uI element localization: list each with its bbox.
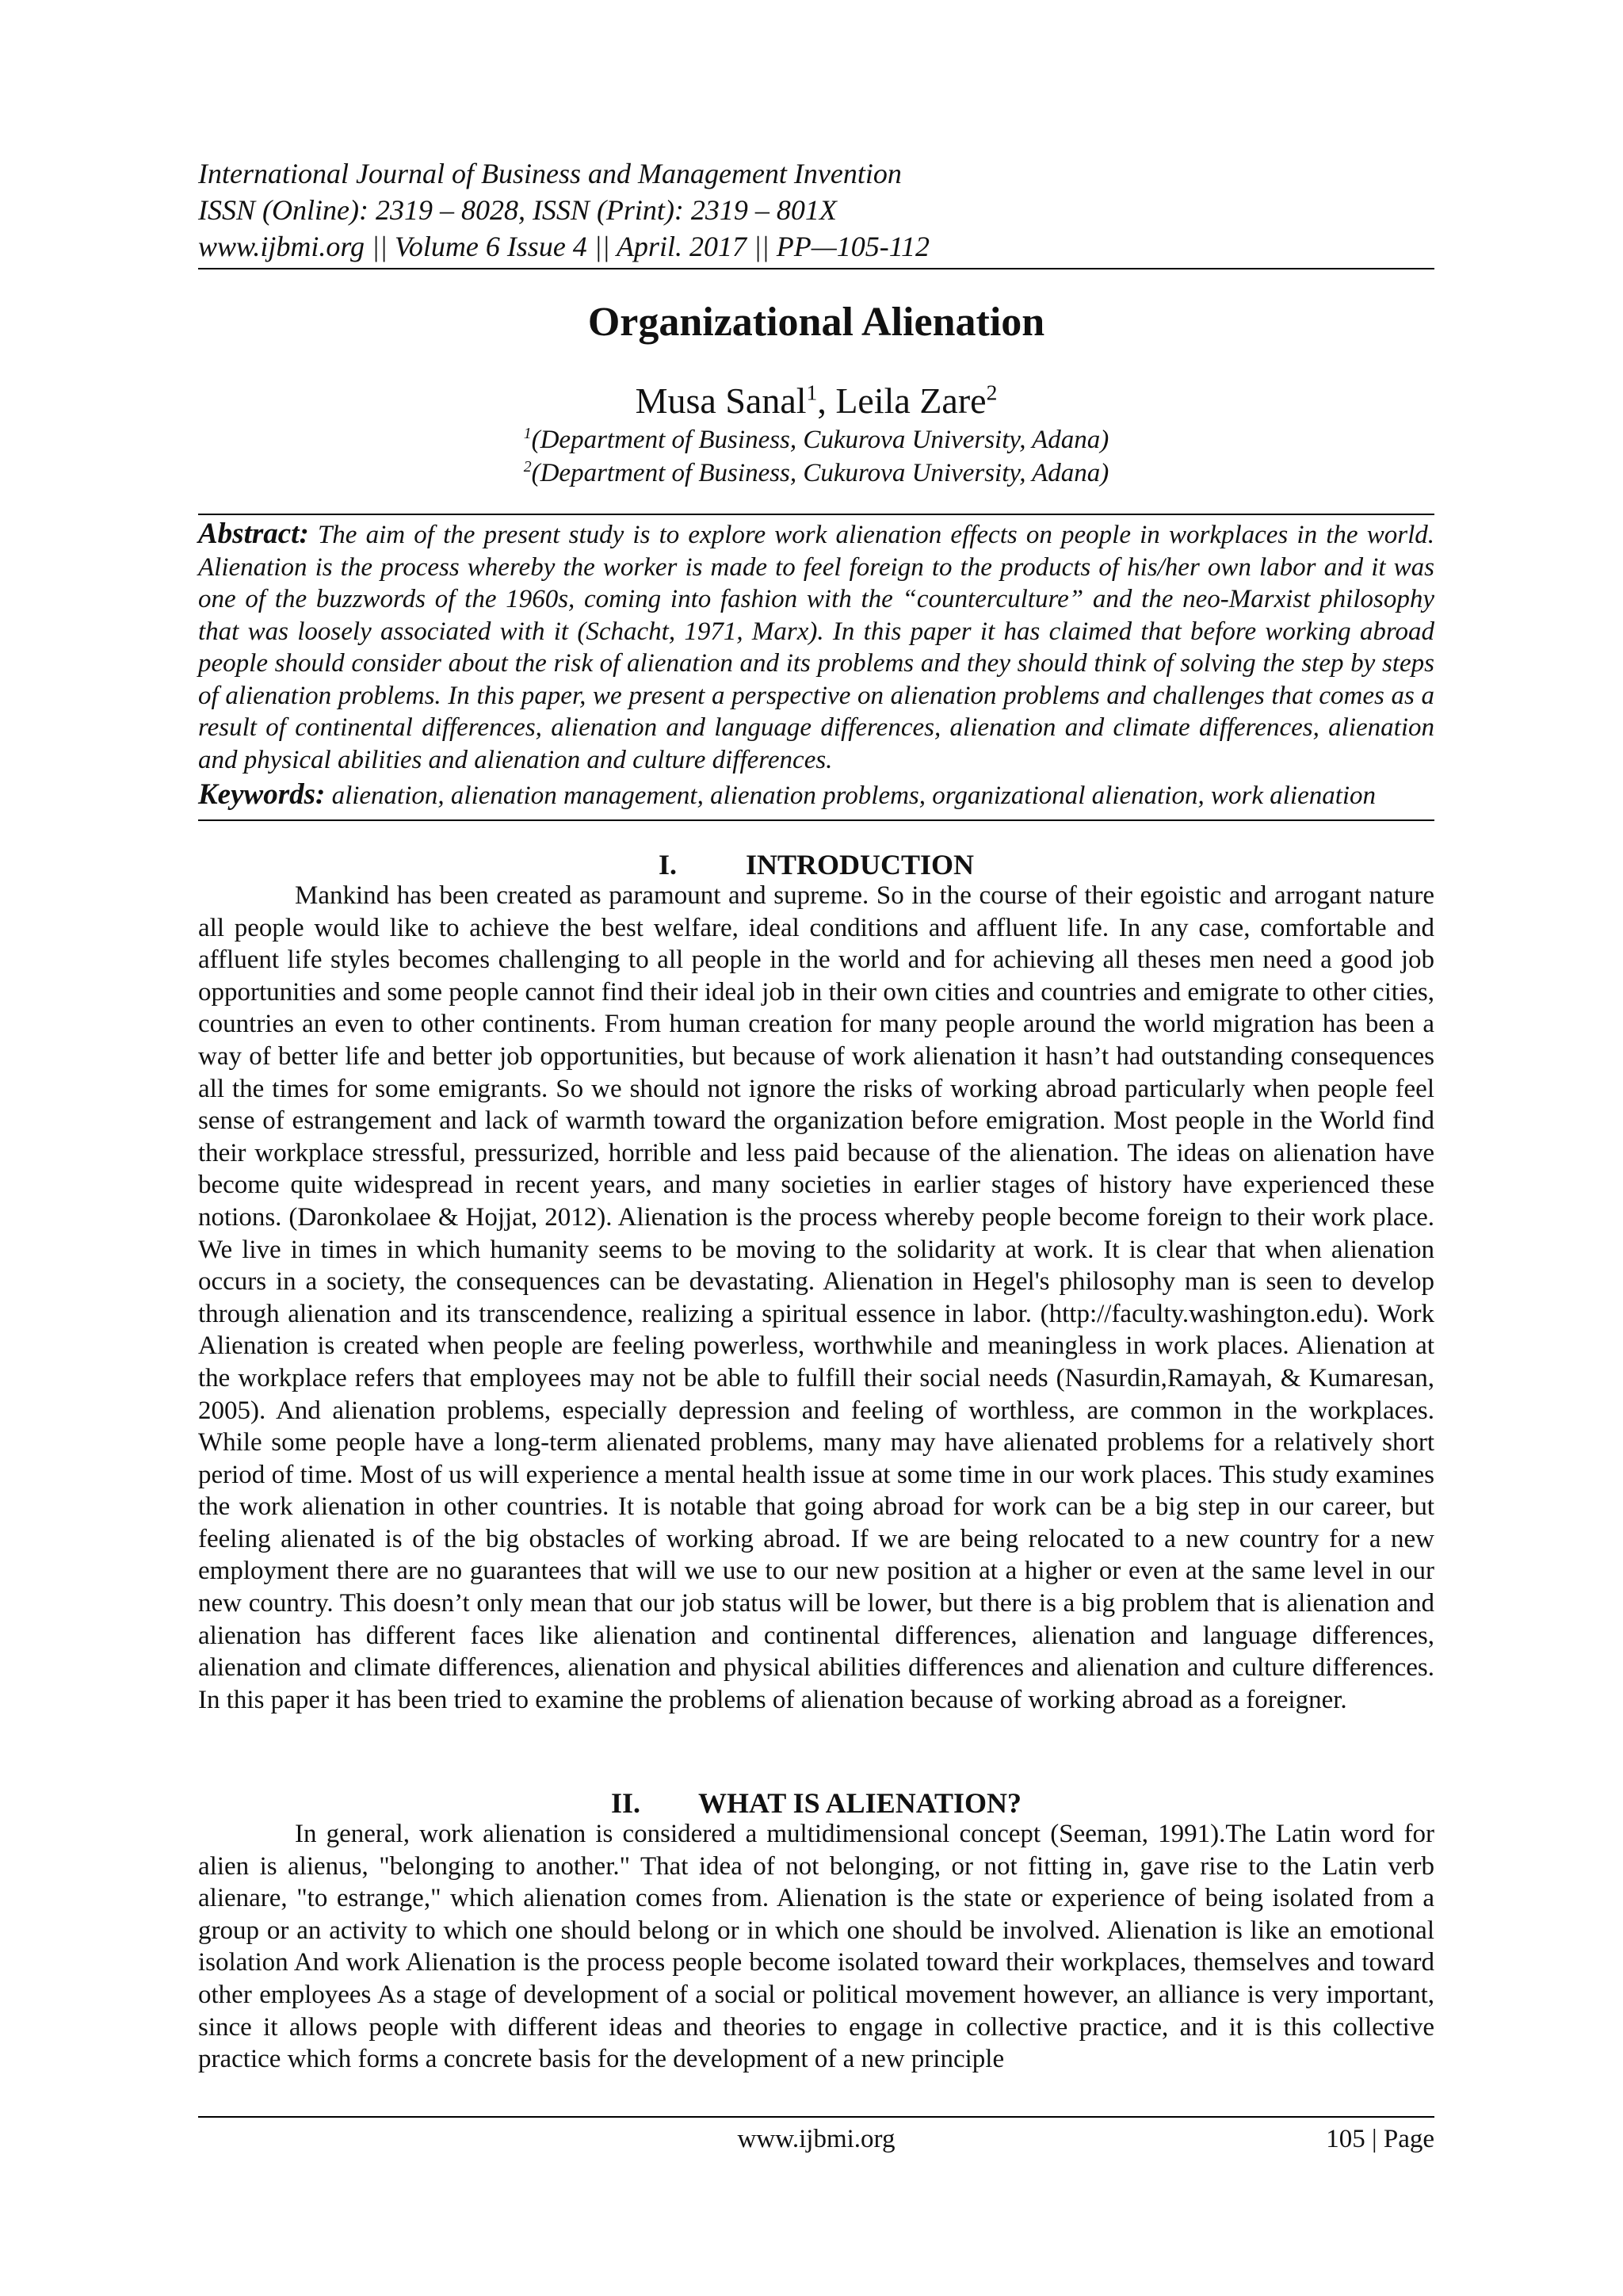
- abstract-top-divider: [198, 514, 1434, 515]
- author-name: Musa Sanal: [635, 380, 807, 421]
- journal-header: [198, 155, 1434, 265]
- what-is-alienation-paragraph: In general, work alienation is considered a multidimensional concept (Seeman, 1991).The Latin word for alien is alienus, "belonging to another." That idea of not belonging, or not fitting in, gave rise to the Latin verb alienare, "to estrange," which alienation comes from. Alienation is the state or experience of being isolated from a group or an activity to which one should belong or in which one should be involved. Alienation is like an emotional isolation And work Alienation is the process people become isolated toward their workplaces, themselves and toward other employees As a stage of development of a social or political movement however, an alliance is very important, since it allows people with different ideas and theories to engage in collective practice, and it is this collective practice which forms a concrete basis for the development of a new principle: [198, 1820, 1434, 2074]
- journal-issn: ISSN (Online): 2319 – 8028, ISSN (Print): 2319 – 801X: [198, 194, 837, 226]
- keywords: [198, 778, 1434, 812]
- author-separator: ,: [817, 380, 836, 421]
- keywords-label: Keywords:: [198, 778, 326, 811]
- abstract-bottom-divider: [198, 819, 1434, 821]
- header-divider: [198, 268, 1434, 269]
- abstract-text: The aim of the present study is to explore work alienation effects on people in workplaces in the world. Alienation is the process whereby the worker is made to feel foreign to the products of his/her own labor and it was one of the buzzwords of the 1960s, coming into fashion with the “counterculture” and the neo-Marxist philosophy that was loosely associated with it (Schacht, 1971, Marx). In this paper it has claimed that before working abroad people should consider about the risk of alienation and its problems and they should think of solving the step by steps of alienation problems. In this paper, we present a perspective on alienation problems and challenges that comes as a result of continental differences, alienation and language differences, alienation and climate differences, alienation and physical abilities and alienation and culture differences.: [198, 521, 1434, 774]
- section-number: II.: [610, 1787, 640, 1819]
- keywords-text: alienation, alienation management, alienation problems, organizational alienation, work alienation: [331, 781, 1377, 810]
- affiliation-marker: 1: [523, 425, 532, 442]
- page-number: 105 | Page: [1326, 2125, 1434, 2153]
- journal-name: International Journal of Business and Management Invention: [198, 158, 902, 189]
- section-number: I.: [658, 849, 677, 881]
- abstract: [198, 518, 1434, 776]
- abstract-label: Abstract:: [198, 518, 309, 550]
- affiliation: [198, 423, 1434, 457]
- affiliation-text: (Department of Business, Cukurova University, Adana): [531, 459, 1109, 487]
- author-affiliation-marker: 2: [986, 380, 998, 405]
- author-affiliation-marker: 1: [806, 380, 818, 405]
- footer-url: www.ijbmi.org: [737, 2125, 896, 2153]
- paper-title: Organizational Alienation: [587, 300, 1045, 345]
- affiliation-marker: 2: [523, 458, 532, 476]
- section-title: WHAT IS ALIENATION?: [697, 1787, 1022, 1819]
- author-line: [198, 377, 1434, 425]
- affiliation: [198, 457, 1434, 490]
- section-heading-what-is-alienation: [198, 1785, 1434, 1821]
- affiliation-text: (Department of Business, Cukurova University, Adana): [531, 426, 1109, 454]
- section-title: INTRODUCTION: [745, 849, 975, 881]
- footer-divider: [198, 2116, 1434, 2118]
- author-name: Leila Zare: [835, 380, 987, 421]
- journal-volume-line: www.ijbmi.org || Volume 6 Issue 4 || April. 2017 || PP—105-112: [198, 231, 930, 262]
- introduction-paragraph: Mankind has been created as paramount and supreme. So in the course of their egoistic and arrogant nature all people would like to achieve the best welfare, ideal conditions and affluent life. In any case, comfortable and affluent life styles becomes challenging to all people in the world and for achieving all theses men need a good job opportunities and some people cannot find their ideal job in their own cities and countries and emigrate to other cities, countries an even to other continents. From human creation for many people around the world migration has been a way of better life and better job opportunities, but because of work alienation it hasn’t had outstanding consequences all the times for some emigrants. So we should not ignore the risks of working abroad particularly when people feel sense of estrangement and lack of warmth toward the organization before emigration. Most people in the World find their workplace stressful, pressurized, horrible and less paid because of the alienation. The ideas on alienation have become quite widespread in recent years, and many societies in earlier stages of history have experienced these notions. (Daronkolaee & Hojjat, 2012). Alienation is the process whereby people become foreign to their work place. We live in times in which humanity seems to be moving to the solidarity at work. It is clear that when alienation occurs in a society, the consequences can be devastating. Alienation in Hegel's philosophy man is seen to develop through alienation and its transcendence, realizing a spiritual essence in labor. (http://faculty.washington.edu). Work Alienation is created when people are feeling powerless, worthwhile and meaningless in work places. Alienation at the workplace refers that employees may not be able to fulfill their social needs (Nasurdin,Ramayah, & Kumaresan, 2005). And alienation problems, especially depression and feeling of worthless, are common in the workplaces. While some people have a long-term alienated problems, many may have alienated problems for a relatively short period of time. Most of us will experience a mental health issue at some time in our work places. This study examines the work alienation in other countries. It is notable that going abroad for work can be a big step in our career, but feeling alienated is of the big obstacles of working abroad. If we are being relocated to a new country for a new employment there are no guarantees that will we use to our new position at a higher or even at the same level in our new country. This doesn’t only mean that our job status will be lower, but there is a big problem that is alienation and alienation has different faces like alienation and continental differences, alienation and language differences, alienation and climate differences, alienation and physical abilities differences and alienation and culture differences. In this paper it has been tried to examine the problems of alienation because of working abroad as a foreigner.: [198, 881, 1434, 1714]
- section-heading-introduction: [198, 846, 1434, 883]
